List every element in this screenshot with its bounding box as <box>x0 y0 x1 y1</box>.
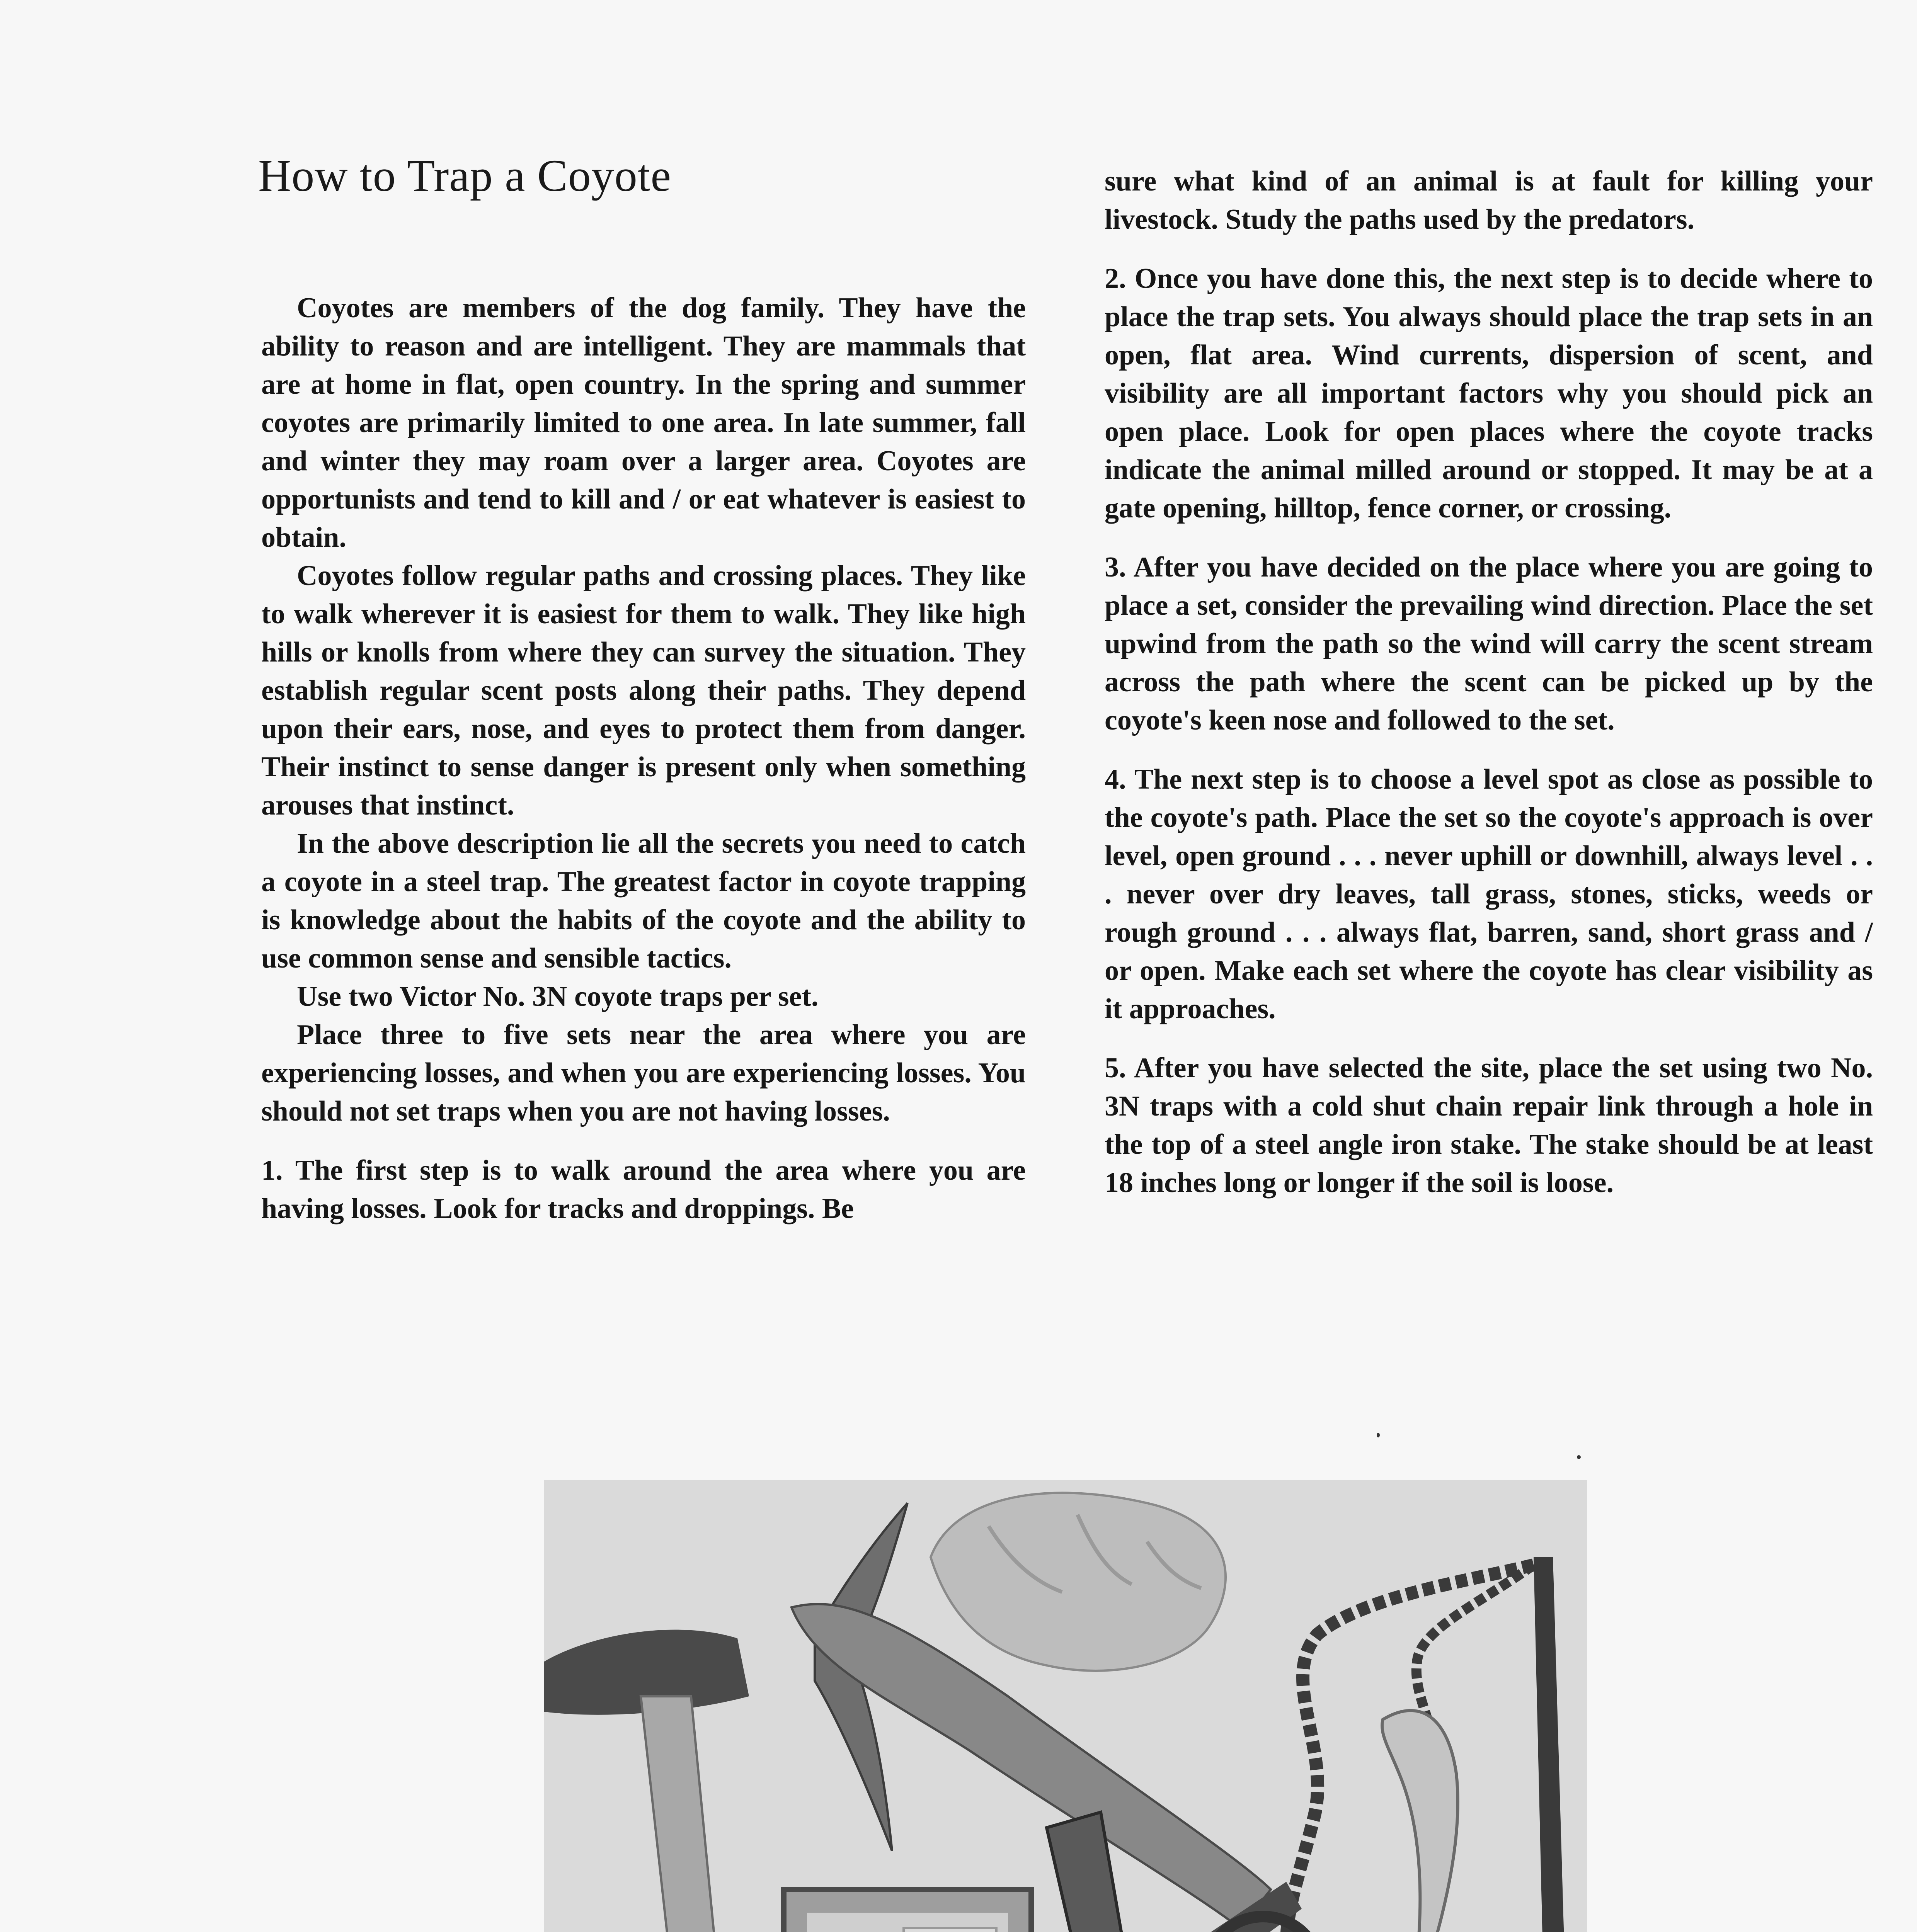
left-column <box>261 289 1026 1228</box>
paragraph-set-placement: Place three to five sets near the area where you are experiencing losses, and when you are experiencing losses. You should not set traps when you are not having losses. <box>261 1019 1026 1127</box>
trapper-tools-illustration <box>544 1480 1587 1932</box>
step-3-text: 3. After you have decided on the place where you are going to place a set, consider the prevailing wind direction. Place the set upwind from the path so the wind will carry the scent stream across the path where the scent can be picked up by the coyote's keen nose and followed to the set. <box>1105 551 1873 736</box>
step-5-text: 5. After you have selected the site, place the set using two No. 3N traps with a cold shut chain repair link through a hole in the top of a steel angle iron stake. The stake should be at least 18 inches long or longer if the soil is loose. <box>1105 1052 1873 1199</box>
step-1-text: 1. The first step is to walk around the area where you are having losses. Look for tracks and droppings. Be <box>261 1155 1026 1225</box>
print-speck <box>1377 1433 1380 1437</box>
step-1-continued: sure what kind of an animal is at fault for killing your livestock. Study the paths used by the predators. <box>1105 165 1873 235</box>
paragraph-trap-count: Use two Victor No. 3N coyote traps per set. <box>297 981 819 1012</box>
print-speck <box>1577 1455 1581 1459</box>
step-2-text: 2. Once you have done this, the next step is to decide where to place the trap sets. You always should place the trap sets in an open, flat area. Wind currents, dispersion of scent, and visibility are all important factors why you should pick an open place. Look for open places where the coyote tracks indicate the animal milled around or stopped. It may be at a gate opening, hilltop, fence corner, or crossing. <box>1105 263 1873 524</box>
right-column <box>1105 162 1873 1202</box>
article-title: How to Trap a Coyote <box>258 150 671 201</box>
paragraph-coyote-habits: Coyotes follow regular paths and crossing places. They like to walk wherever it is easiest for them to walk. They like high hills or knolls from where they can survey the situation. They establish regular scent posts along their paths. They depend upon their ears, nose, and eyes to protect them from danger. Their instinct to sense danger is present only when something arouses that instinct. <box>261 560 1026 821</box>
paragraph-coyote-description: Coyotes are members of the dog family. They have the ability to reason and are intelligent. They are mammals that are at home in flat, open country. In the spring and summer coyotes are primarily limited to one area. In late summer, fall and winter they may roam over a larger area. Coyotes are opportunists and tend to kill and / or eat whatever is easiest to obtain. <box>261 292 1026 553</box>
trapper-tools-photo <box>544 1480 1587 1932</box>
paragraph-secrets: In the above description lie all the secrets you need to catch a coyote in a steel trap. The greatest factor in coyote trapping is knowledge about the habits of the coyote and the ability to use common sense and sensible tactics. <box>261 828 1026 974</box>
step-4-text: 4. The next step is to choose a level spot as close as possible to the coyote's path. Place the set so the coyote's approach is over level, open ground . . . never uphill or downhill, always level . . . never over dry leaves, tall grass, stones, sticks, weeds or rough ground . . . always flat, barren, sand, short grass and / or open. Make each set where the coyote has clear visibility as it approaches. <box>1105 764 1873 1025</box>
